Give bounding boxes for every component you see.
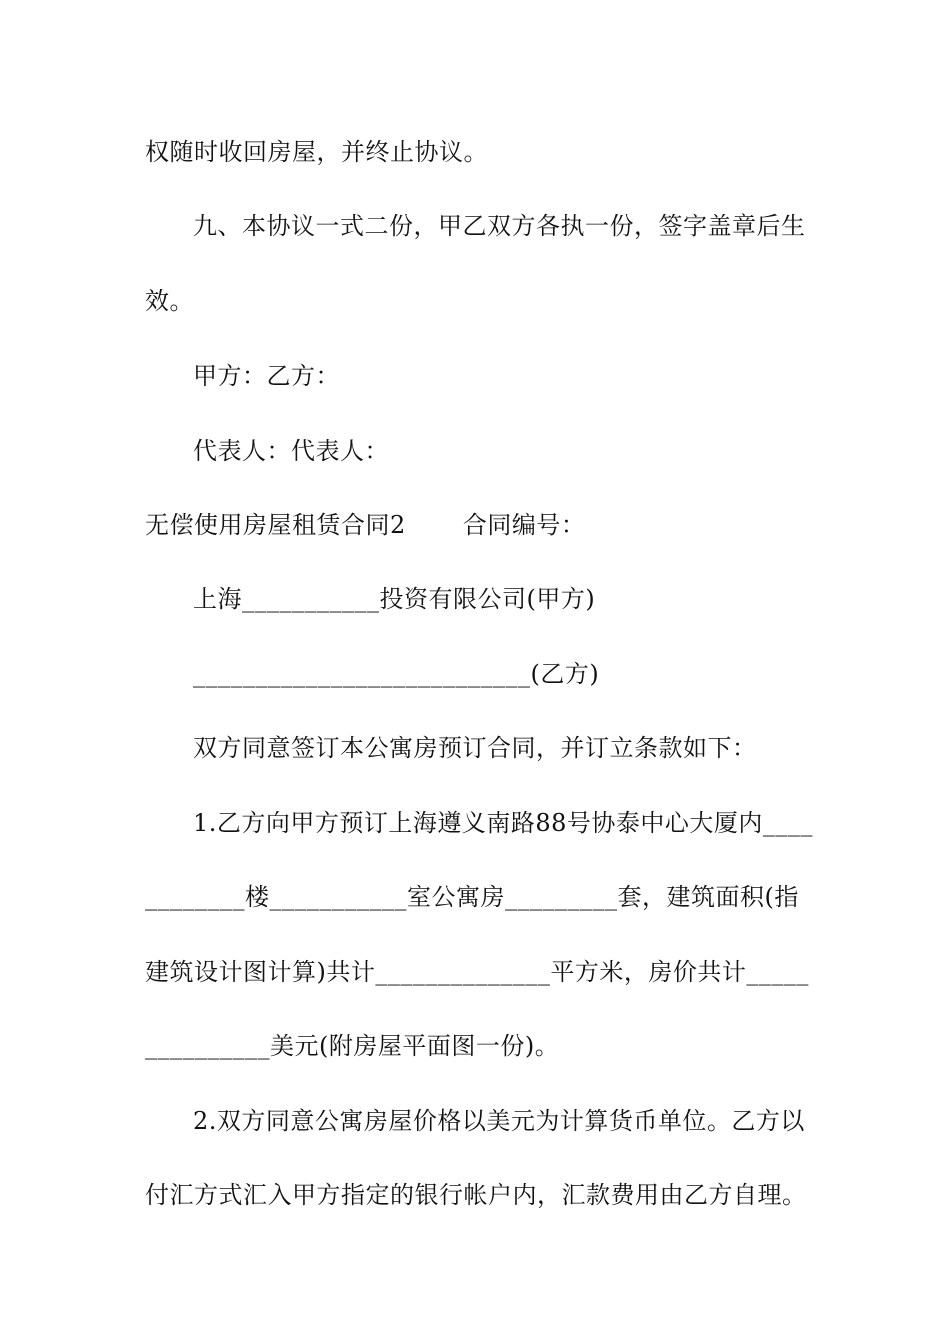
clause-1-line: __________美元(附房屋平面图一份)。 xyxy=(145,1032,560,1060)
clause-2-line: 2.双方同意公寓房屋价格以美元为计算货币单位。乙方以 xyxy=(193,1107,805,1135)
paragraph-line: 九、本协议一式二份，甲乙双方各执一份，签字盖章后生 xyxy=(193,212,806,240)
clause-2-line: 付汇方式汇入甲方指定的银行帐户内，汇款费用由乙方自理。 xyxy=(145,1181,807,1209)
clause-1-line: ________楼___________室公寓房_________套，建筑面积(指 xyxy=(145,883,799,911)
contract-title-line: 无偿使用房屋租赁合同2 合同编号： xyxy=(145,511,586,539)
party-a-line: 上海___________投资有限公司(甲方) xyxy=(193,585,596,613)
clause-1-line: 建筑设计图计算)共计______________平方米，房价共计_____ xyxy=(145,958,809,986)
signature-representative-line: 代表人：代表人： xyxy=(193,437,389,465)
clause-1-line: 1.乙方向甲方预订上海遵义南路88号协泰中心大厦内____ xyxy=(193,809,813,837)
signature-party-line: 甲方：乙方： xyxy=(193,362,340,390)
paragraph-line: 双方同意签订本公寓房预订合同，并订立条款如下： xyxy=(193,734,757,762)
paragraph-line: 效。 xyxy=(145,287,194,315)
party-b-line: ___________________________(乙方) xyxy=(193,660,600,688)
paragraph-line: 权随时收回房屋，并终止协议。 xyxy=(145,138,488,166)
